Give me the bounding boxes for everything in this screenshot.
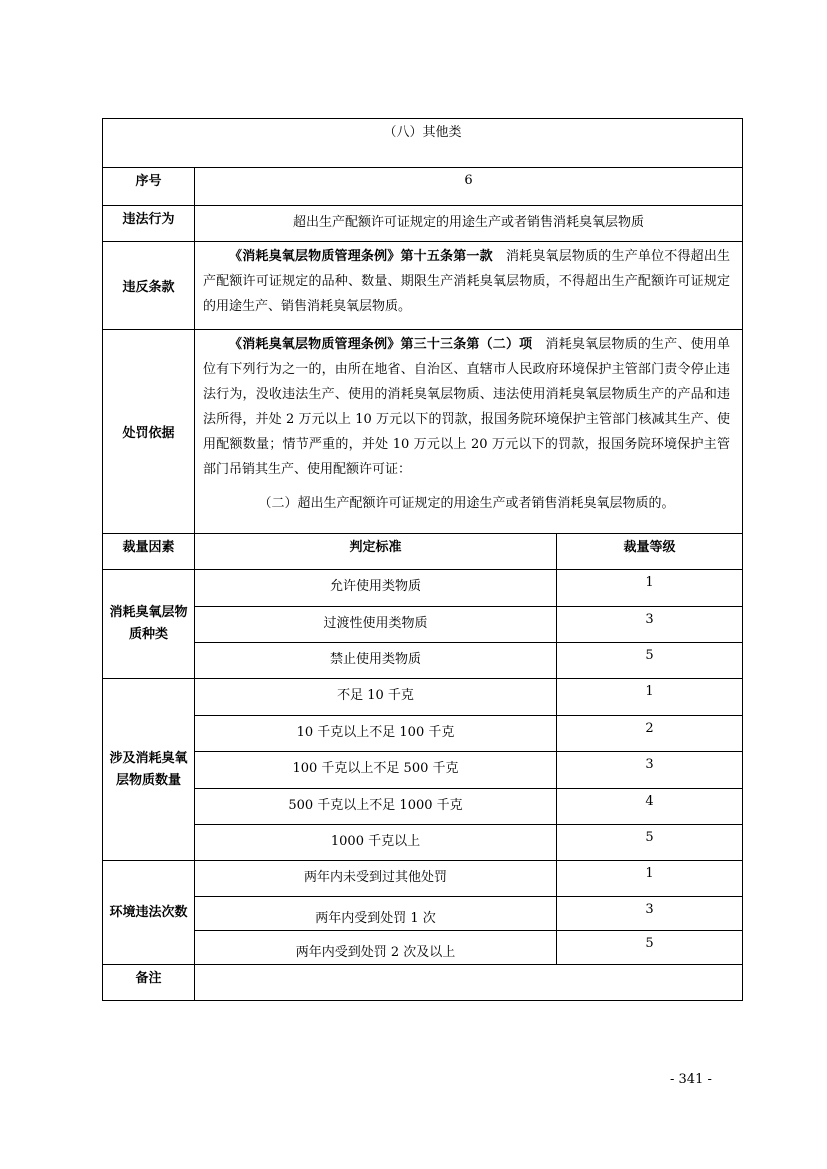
penalty-bold: 《消耗臭氧层物质管理条例》第三十三条第（二）项	[229, 337, 533, 352]
penalty-text: 消耗臭氧层物质的生产、使用单位有下列行为之一的，由所在地省、自治区、直辖市人民政府环境保护主管部门责令停止违法行为，没收违法生产、使用的消耗臭氧层物质、违法使用消耗臭氧层物质生产的产品和违法所得，并处 2 万元以上 10 万元以下的罚款，报国务院环境保护主管部门核减其生产、使用配额数量；情节严重的，并处 10 万元以上 20 万元以下的罚款，报国务院环境保护主管部门吊销其生产、使用配额许可证：	[203, 337, 731, 477]
grading-row	[103, 607, 743, 643]
criterion-cell: 10 千克以上不足 100 千克	[195, 716, 557, 752]
seq-value: 6	[195, 168, 743, 206]
factor-ods-quantity: 涉及消耗臭氧层物质数量	[103, 679, 195, 861]
grading-row	[103, 643, 743, 679]
criterion-cell: 100 千克以上不足 500 千克	[195, 752, 557, 789]
criterion-cell: 两年内受到处罚 1 次	[195, 897, 557, 931]
clause-bold: 《消耗臭氧层物质管理条例》第十五条第一款	[229, 249, 493, 264]
level-cell: 1	[557, 570, 743, 607]
remarks-value	[195, 965, 743, 1001]
grading-row	[103, 716, 743, 752]
header-criterion: 判定标准	[195, 534, 557, 570]
clause-label: 违反条款	[103, 242, 195, 330]
level-cell: 2	[557, 716, 743, 752]
criterion-cell: 不足 10 千克	[195, 679, 557, 716]
grading-row	[103, 861, 743, 897]
remarks-label: 备注	[103, 965, 195, 1001]
level-cell: 3	[557, 752, 743, 789]
level-cell: 3	[557, 897, 743, 931]
page-number: - 341 -	[670, 1072, 712, 1087]
grading-row	[103, 679, 743, 716]
grading-row	[103, 789, 743, 825]
level-cell: 1	[557, 861, 743, 897]
header-factor: 裁量因素	[103, 534, 195, 570]
grading-row	[103, 752, 743, 789]
header-level: 裁量等级	[557, 534, 743, 570]
criterion-cell: 1000 千克以上	[195, 825, 557, 861]
clause-content	[195, 242, 743, 330]
penalty-label: 处罚依据	[103, 330, 195, 534]
level-cell: 1	[557, 679, 743, 716]
level-cell: 4	[557, 789, 743, 825]
penalty-discretion-table	[102, 118, 742, 1001]
criterion-cell: 两年内未受到过其他处罚	[195, 861, 557, 897]
level-cell: 3	[557, 607, 743, 643]
table-title: （八）其他类	[103, 119, 743, 168]
grading-row	[103, 825, 743, 861]
seq-label: 序号	[103, 168, 195, 206]
penalty-item: （二）超出生产配额许可证规定的用途生产或者销售消耗臭氧层物质的。	[258, 496, 675, 511]
level-cell: 5	[557, 643, 743, 679]
violation-label: 违法行为	[103, 206, 195, 242]
penalty-content	[195, 330, 743, 534]
clause-text: 消耗臭氧层物质的生产单位不得超出生产配额许可证规定的品种、数量、期限生产消耗臭氧层物质，不得超出生产配额许可证规定的用途生产、销售消耗臭氧层物质。	[203, 249, 731, 314]
factor-violation-count: 环境违法次数	[103, 861, 195, 965]
criterion-cell: 两年内受到处罚 2 次及以上	[195, 931, 557, 965]
factor-ods-type: 消耗臭氧层物质种类	[103, 570, 195, 679]
grading-row	[103, 931, 743, 965]
level-cell: 5	[557, 931, 743, 965]
level-cell: 5	[557, 825, 743, 861]
criterion-cell: 禁止使用类物质	[195, 643, 557, 679]
criterion-cell: 允许使用类物质	[195, 570, 557, 607]
criterion-cell: 500 千克以上不足 1000 千克	[195, 789, 557, 825]
grading-row	[103, 897, 743, 931]
criterion-cell: 过渡性使用类物质	[195, 607, 557, 643]
grading-row	[103, 570, 743, 607]
violation-value: 超出生产配额许可证规定的用途生产或者销售消耗臭氧层物质	[195, 206, 743, 242]
